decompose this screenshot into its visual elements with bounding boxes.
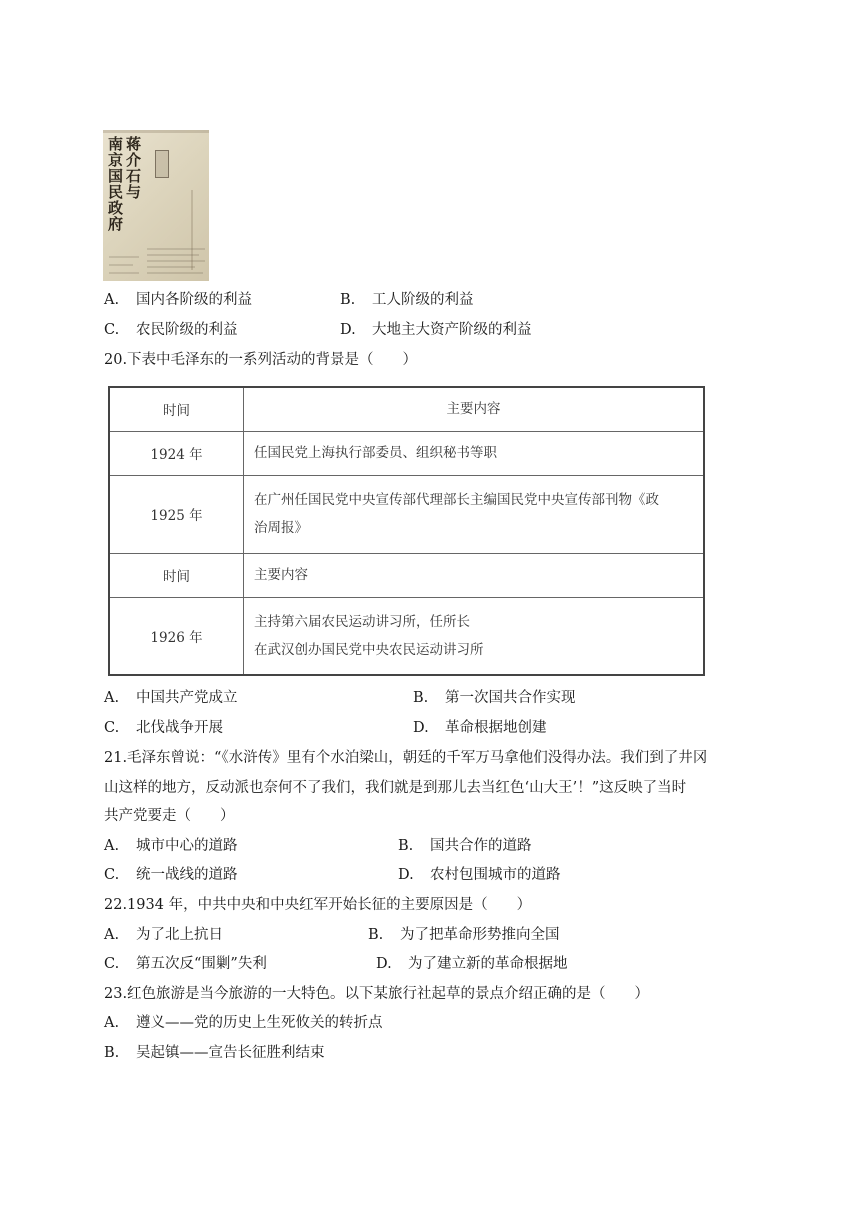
q19-option-b: B. 工人阶级的利益 xyxy=(340,292,474,308)
q21-option-c: C. 统一战线的道路 xyxy=(104,867,238,883)
q23-stem: 23.红色旅游是当今旅游的一大特色。以下某旅行社起草的景点介绍正确的是（ ） xyxy=(104,986,650,1002)
q21-stem-line3: 共产党要走（ ） xyxy=(104,808,235,824)
q19-option-c: C. 农民阶级的利益 xyxy=(104,322,238,338)
q22-option-a: A. 为了北上抗日 xyxy=(104,927,223,943)
table-row xyxy=(109,553,704,597)
q21-option-b: B. 国共合作的道路 xyxy=(398,838,532,854)
book-title-col2: 南京国民政府 xyxy=(106,136,124,232)
q22-option-c: C. 第五次反“围剿”失利 xyxy=(104,956,267,972)
q19-option-d: D. 大地主大资产阶级的利益 xyxy=(340,322,532,338)
table-cell-content: 主要内容 xyxy=(244,553,705,597)
table-cell-time: 时间 xyxy=(109,553,244,597)
q22-option-b: B. 为了把革命形势推向全国 xyxy=(368,927,560,943)
q21-option-d: D. 农村包围城市的道路 xyxy=(398,867,561,883)
q20-option-a: A. 中国共产党成立 xyxy=(104,690,238,706)
q19-option-a: A. 国内各阶级的利益 xyxy=(104,292,252,308)
q22-stem: 22.1934 年，中共中央和中央红军开始长征的主要原因是（ ） xyxy=(104,897,532,913)
q21-option-a: A. 城市中心的道路 xyxy=(104,838,238,854)
q20-option-b: B. 第一次国共合作实现 xyxy=(413,690,576,706)
q21-stem-line2: 山这样的地方，反动派也奈何不了我们，我们就是到那儿去当红色‘山大王’！”这反映了当时 xyxy=(104,780,687,796)
book-cover-image xyxy=(103,130,209,281)
book-title-col1: 蒋介石与 xyxy=(124,136,142,200)
q22-option-d: D. 为了建立新的革命根据地 xyxy=(376,956,568,972)
q23-option-a: A. 遵义——党的历史上生死攸关的转折点 xyxy=(104,1015,383,1031)
table-cell-time: 1925 年 xyxy=(109,475,244,553)
table-cell-content: 任国民党上海执行部委员、组织秘书等职 xyxy=(244,431,705,475)
q20-option-c: C. 北伐战争开展 xyxy=(104,720,223,736)
q21-stem-line1: 21.毛泽东曾说：“《水浒传》里有个水泊梁山，朝廷的千军万马拿他们没得办法。我们到了井冈 xyxy=(104,750,708,766)
q20-table xyxy=(108,386,705,676)
book-seal-mark xyxy=(155,150,169,178)
table-header-time: 时间 xyxy=(109,387,244,431)
table-row xyxy=(109,597,704,675)
q20-option-d: D. 革命根据地创建 xyxy=(413,720,547,736)
q20-stem: 20.下表中毛泽东的一系列活动的背景是（ ） xyxy=(104,352,418,368)
table-cell-time: 1926 年 xyxy=(109,597,244,675)
table-row xyxy=(109,475,704,553)
table-header-content: 主要内容 xyxy=(244,387,705,431)
table-cell-content: 主持第六届农民运动讲习所，任所长 在武汉创办国民党中央农民运动讲习所 xyxy=(244,597,705,675)
q23-option-b: B. 吴起镇——宣告长征胜利结束 xyxy=(104,1045,325,1061)
table-cell-content: 在广州任国民党中央宣传部代理部长主编国民党中央宣传部刊物《政 治周报》 xyxy=(244,475,705,553)
table-row xyxy=(109,431,704,475)
table-cell-time: 1924 年 xyxy=(109,431,244,475)
table-header-row xyxy=(109,387,704,431)
